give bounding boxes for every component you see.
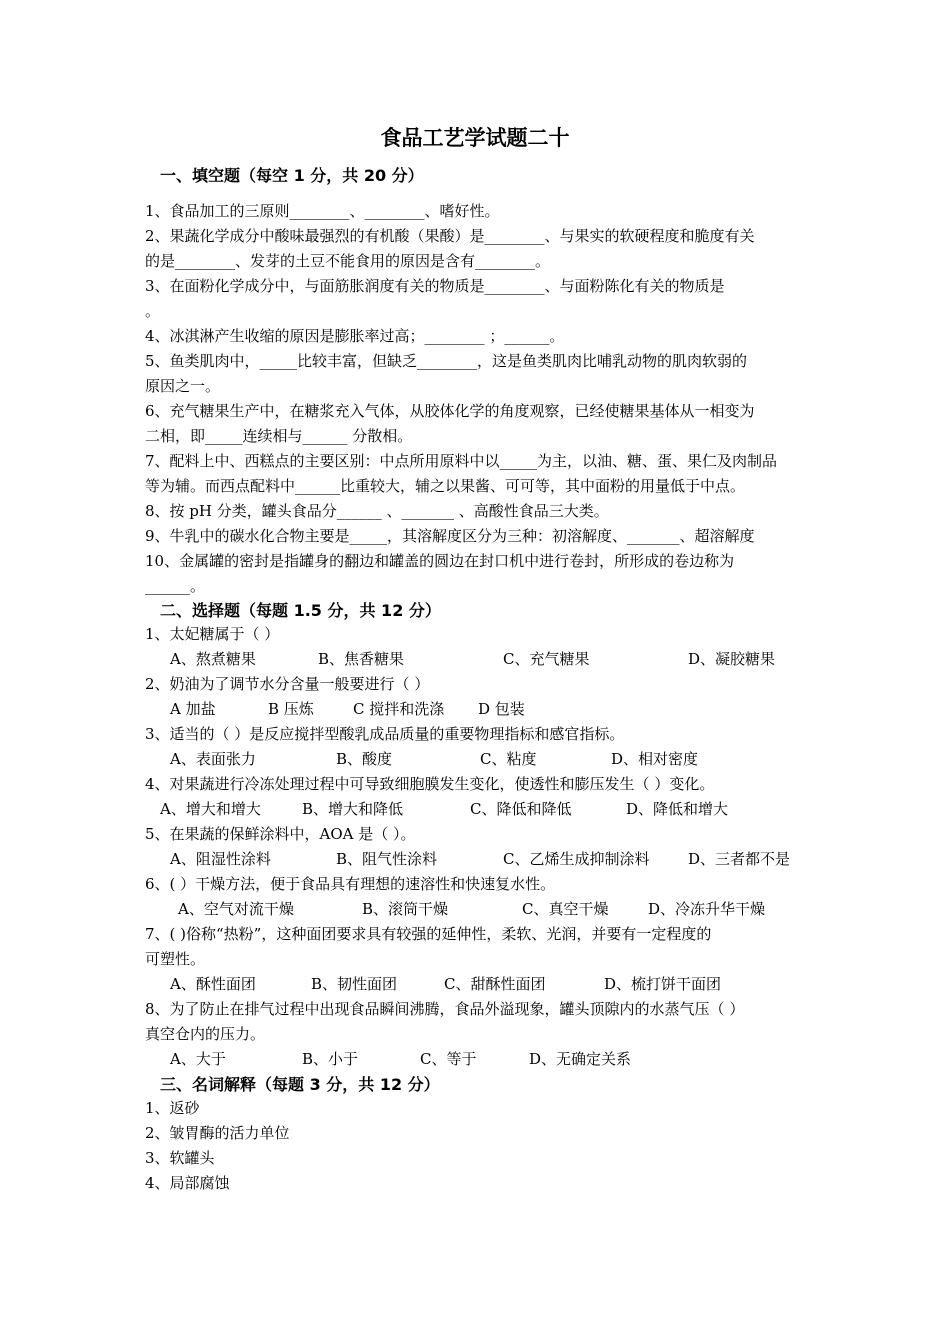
fill-line: 原因之一。 xyxy=(145,377,221,395)
question-text: 3、适当的（ ）是反应搅拌型酸乳成品质量的重要物理指标和感官指标。 xyxy=(145,725,625,743)
option: B、阻气性涂料 xyxy=(336,850,438,868)
option: C、乙烯生成抑制涂料 xyxy=(503,850,650,868)
fill-line: 3、在面粉化学成分中，与面筋胀润度有关的物质是________、与面粉陈化有关的物质是 xyxy=(145,277,725,295)
option: C、充气糖果 xyxy=(503,650,590,668)
fill-line: 。 xyxy=(145,302,161,320)
option: D、梳打饼干面团 xyxy=(604,975,722,993)
option: A、阻湿性涂料 xyxy=(170,850,271,868)
option: C、粘度 xyxy=(480,750,537,768)
option: A、表面张力 xyxy=(170,750,256,768)
option: B、小于 xyxy=(302,1050,359,1068)
option: C、甜酥性面团 xyxy=(444,975,546,993)
option: A、空气对流干燥 xyxy=(178,900,294,918)
option: B、增大和降低 xyxy=(302,800,404,818)
fill-line: ______。 xyxy=(145,577,206,595)
option: B、滚筒干燥 xyxy=(362,900,449,918)
question-text: 真空仓内的压力。 xyxy=(145,1025,266,1043)
fill-line: 9、牛乳中的碳水化合物主要是_____，其溶解度区分为三种：初溶解度、_______、超溶解度 xyxy=(145,527,755,545)
option: A、增大和增大 xyxy=(160,800,261,818)
option: D、无确定关系 xyxy=(529,1050,632,1068)
option: D、凝胶糖果 xyxy=(688,650,776,668)
question-text: 2、奶油为了调节水分含量一般要进行（ ） xyxy=(145,675,430,693)
option: D、冷冻升华干燥 xyxy=(648,900,766,918)
question-text: 1、太妃糖属于（ ） xyxy=(145,625,280,643)
fill-line: 二相，即_____连续相与______ 分散相。 xyxy=(145,427,413,445)
fill-line: 4、冰淇淋产生收缩的原因是膨胀率过高；________ ；______。 xyxy=(145,327,565,345)
option: B、韧性面团 xyxy=(311,975,398,993)
option: D、三者都不是 xyxy=(688,850,791,868)
term-item: 2、皱胃酶的活力单位 xyxy=(145,1124,290,1142)
fill-line: 的是________、发芽的土豆不能食用的原因是含有________。 xyxy=(145,252,551,270)
fill-line: 7、配料上中、西糕点的主要区别：中点所用原料中以_____为主，以油、糖、蛋、果仁及肉制品 xyxy=(145,452,778,470)
fill-line: 等为辅。而西点配料中______比重较大，辅之以果酱、可可等，其中面粉的用量低于中点。 xyxy=(145,477,746,495)
option: C 搅拌和洗涤 xyxy=(353,700,445,718)
option: B、焦香糖果 xyxy=(318,650,405,668)
section1-heading: 一、填空题（每空 1 分，共 20 分） xyxy=(160,166,424,185)
fill-line: 2、果蔬化学成分中酸味最强烈的有机酸（果酸）是________、与果实的软硬程度和脆度有关 xyxy=(145,227,755,245)
option: A 加盐 xyxy=(170,700,216,718)
fill-line: 8、按 pH 分类，罐头食品分______ 、_______ 、高酸性食品三大类。 xyxy=(145,502,609,520)
fill-line: 1、食品加工的三原则________、________、嗜好性。 xyxy=(145,202,500,220)
question-text: 7、( )俗称“热粉”，这种面团要求具有较强的延伸性，柔软、光润，并要有一定程度的 xyxy=(145,925,712,943)
option: D、相对密度 xyxy=(611,750,699,768)
question-text: 6、( ）干燥方法，便于食品具有理想的速溶性和快速复水性。 xyxy=(145,875,556,893)
question-text: 可塑性。 xyxy=(145,950,206,968)
option: D、降低和增大 xyxy=(626,800,729,818)
option: C、真空干燥 xyxy=(522,900,609,918)
option: B、酸度 xyxy=(336,750,393,768)
question-text: 5、在果蔬的保鲜涂料中，AOA 是（ ）。 xyxy=(145,825,416,843)
option: C、等于 xyxy=(420,1050,477,1068)
fill-line: 6、充气糖果生产中，在糖浆充入气体，从胶体化学的角度观察，已经使糖果基体从一相变为 xyxy=(145,402,755,420)
term-item: 3、软罐头 xyxy=(145,1149,215,1167)
question-text: 8、为了防止在排气过程中出现食品瞬间沸腾，食品外溢现象，罐头顶隙内的水蒸气压（ ） xyxy=(145,1000,745,1018)
option: B 压炼 xyxy=(268,700,314,718)
option: D 包装 xyxy=(478,700,525,718)
option: A、熬煮糖果 xyxy=(170,650,256,668)
question-text: 4、对果蔬进行冷冻处理过程中可导致细胞膜发生变化，使透性和膨压发生（ ）变化。 xyxy=(145,775,715,793)
section2-heading: 二、选择题（每题 1.5 分，共 12 分） xyxy=(160,601,441,620)
fill-line: 5、鱼类肌肉中，_____比较丰富，但缺乏________，这是鱼类肌肉比哺乳动物的肌肉软弱的 xyxy=(145,352,748,370)
option: A、酥性面团 xyxy=(170,975,256,993)
fill-line: 10、金属罐的密封是指罐身的翻边和罐盖的圆边在封口机中进行卷封，所形成的卷边称为 xyxy=(145,552,735,570)
option: A、大于 xyxy=(170,1050,226,1068)
section3-heading: 三、名词解释（每题 3 分，共 12 分） xyxy=(160,1075,440,1094)
term-item: 1、返砂 xyxy=(145,1099,200,1117)
term-item: 4、局部腐蚀 xyxy=(145,1174,230,1192)
page-title: 食品工艺学试题二十 xyxy=(380,126,570,150)
option: C、降低和降低 xyxy=(470,800,572,818)
